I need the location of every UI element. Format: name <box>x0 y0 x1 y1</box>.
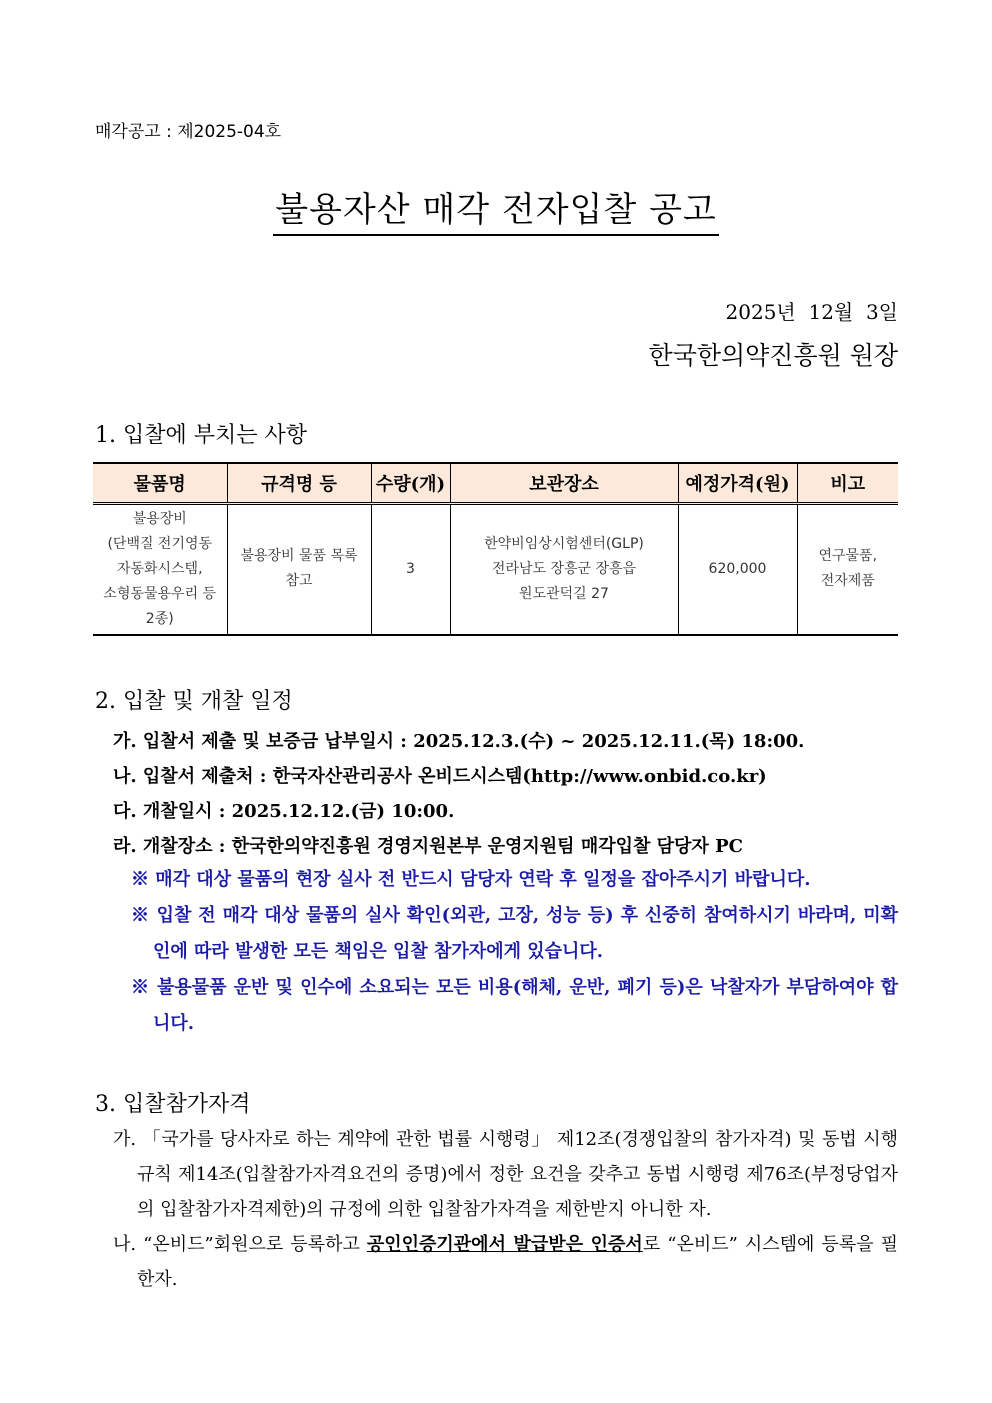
header-remark: 비고 <box>797 463 898 504</box>
certificate-emphasis: 공인인증기관에서 발급받은 인증서 <box>366 1234 643 1255</box>
cell-remark: 연구물품, 전자제품 <box>797 504 898 635</box>
header-item-name: 물품명 <box>93 463 227 504</box>
header-price: 예정가격(원) <box>678 463 797 504</box>
section2-heading: 2. 입찰 및 개찰 일정 <box>95 689 293 714</box>
qualification-item-b: 나. “온비드”회원으로 등록하고 공인인증기관에서 발급받은 인증서로 “온비드” 시스템에 등록을 필한자. <box>113 1234 898 1290</box>
notice-note-3: ※ 불용물품 운반 및 인수에 소요되는 모든 비용(해체, 운반, 폐기 등)은 낙찰자가 부담하여야 합니다. <box>131 977 898 1034</box>
cell-quantity: 3 <box>371 504 450 635</box>
notice-note-1: ※ 매각 대상 물품의 현장 실사 전 반드시 담당자 연락 후 일정을 잡아주시기 바랍니다. <box>131 869 811 890</box>
issuer: 한국한의약진흥원 원장 <box>648 341 898 370</box>
schedule-item-c: 다. 개찰일시 : 2025.12.12.(금) 10:00. <box>113 801 455 822</box>
cell-spec: 불용장비 물품 목록 참고 <box>227 504 371 635</box>
section1-heading: 1. 입찰에 부치는 사항 <box>95 423 307 448</box>
table-header-row <box>93 463 898 504</box>
cell-location: 한약비임상시험센터(GLP) 전라남도 장흥군 장흥읍 원도관덕길 27 <box>450 504 678 635</box>
header-quantity: 수량(개) <box>371 463 450 504</box>
cell-price: 620,000 <box>678 504 797 635</box>
schedule-item-b: 나. 입찰서 제출처 : 한국자산관리공사 온비드시스템(http://www.onbid.co.kr) <box>113 766 767 787</box>
document-title-text: 불용자산 매각 전자입찰 공고 <box>273 190 719 236</box>
schedule-item-a: 가. 입찰서 제출 및 보증금 납부일시 : 2025.12.3.(수) ~ 2025.12.11.(목) 18:00. <box>113 731 805 752</box>
items-table <box>93 462 898 636</box>
header-spec: 규격명 등 <box>227 463 371 504</box>
notice-note-2: ※ 입찰 전 매각 대상 물품의 실사 확인(외관, 고장, 성능 등) 후 신중히 참여하시기 바라며, 미확인에 따라 발생한 모든 책임은 입찰 참가자에게 있습니다. <box>131 905 898 962</box>
qualification-item-a: 가. 「국가를 당사자로 하는 계약에 관한 법률 시행령」 제12조(경쟁입찰의 참가자격) 및 동법 시행규칙 제14조(입찰참가자격요건의 증명)에서 정한 요건을 갖추고 동법 시행령 제76조(부정당업자의 입찰참가자격제한)의 규정에 의한 입찰참가자격을 제한받지 아니한 자. <box>113 1129 898 1220</box>
notice-number: 매각공고 : 제2025-04호 <box>95 122 282 142</box>
document-title <box>0 182 992 231</box>
section3-heading: 3. 입찰참가자격 <box>95 1092 251 1117</box>
schedule-item-d: 라. 개찰장소 : 한국한의약진흥원 경영지원본부 운영지원팀 매각입찰 담당자 PC <box>113 836 743 857</box>
table-row <box>93 504 898 635</box>
cell-item-name: 불용장비 (단백질 전기영동 자동화시스템, 소형동물용우리 등 2종) <box>93 504 227 635</box>
notice-date: 2025년 12월 3일 <box>725 300 898 324</box>
header-location: 보관장소 <box>450 463 678 504</box>
